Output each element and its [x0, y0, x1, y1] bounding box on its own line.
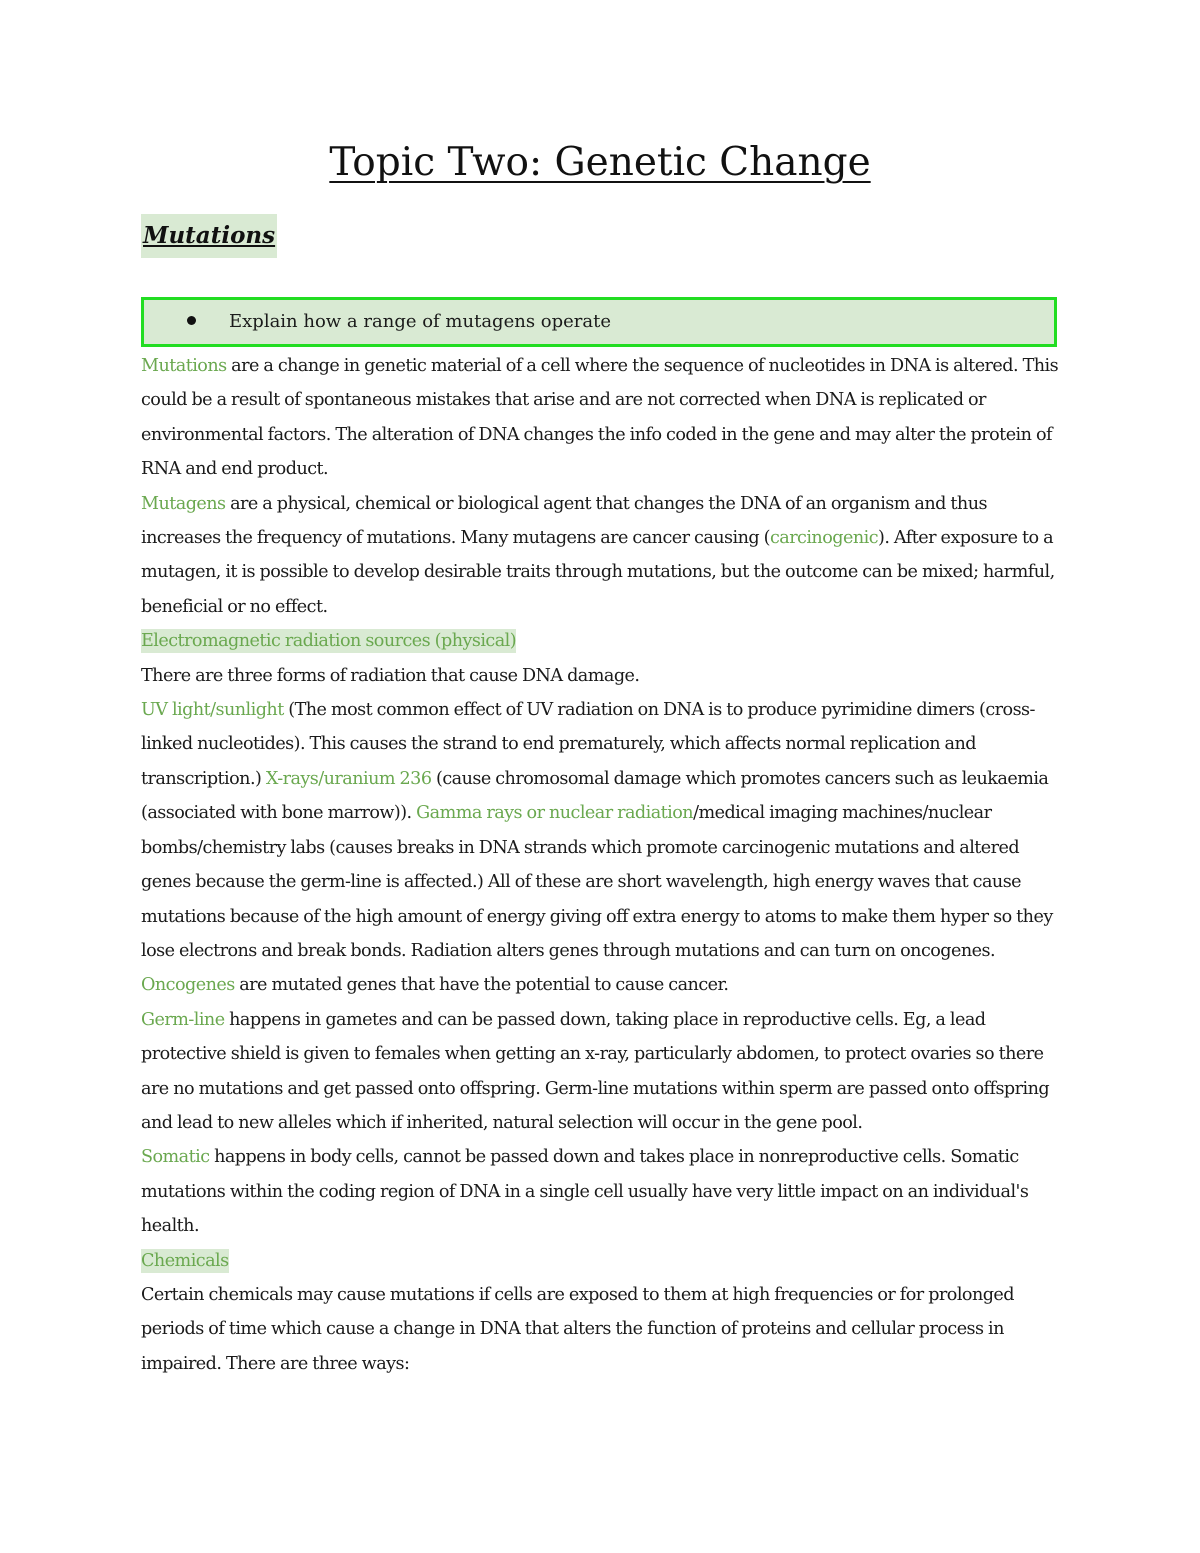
bullet-icon — [187, 316, 196, 325]
document-body — [141, 349, 1071, 1381]
objective-text: Explain how a range of mutagens operate — [229, 311, 612, 332]
paragraph-chemicals: Certain chemicals may cause mutations if cells are exposed to them at high frequencies or for prolonged periods of time which cause a change in DNA that alters the function of proteins and cellular process in impaired. There are three ways: — [141, 1284, 1015, 1374]
term-gamma-rays: Gamma rays or nuclear radiation — [416, 803, 694, 824]
term-mutations: Mutations — [141, 356, 227, 376]
paragraph-text: ). After exposure to a mutagen, it is possible to develop desirable traits through mutations, but the outcome can be mixed; harmful, beneficial or no effect. — [141, 528, 1055, 617]
paragraph-radiation — [141, 693, 1071, 968]
subheading-electromagnetic — [141, 624, 1071, 658]
paragraph-radiation-intro: There are three forms of radiation that cause DNA damage. — [141, 665, 640, 686]
term-mutagens: Mutagens — [141, 493, 226, 514]
subheading-chemicals — [141, 1244, 1071, 1278]
page-title: Topic Two: Genetic Change — [329, 140, 871, 185]
term-oncogenes: Oncogenes — [141, 975, 235, 996]
term-germ-line: Germ-line — [141, 1009, 225, 1030]
paragraph-somatic — [141, 1140, 1071, 1243]
paragraph-mutagens — [141, 487, 1071, 625]
paragraph-text: are mutated genes that have the potential to cause cancer. — [234, 975, 729, 996]
paragraph-germline — [141, 1003, 1071, 1141]
section-heading-mutations: Mutations — [141, 214, 277, 258]
objective-box — [141, 297, 1057, 347]
term-uv-light: UV light/sunlight — [141, 700, 284, 721]
paragraph-text: happens in gametes and can be passed down, taking place in reproductive cells. Eg, a lead protective shield is given to females when getting an x-ray, particularly abdomen, to protect ovaries so there are no mutations and get passed onto offspring. Germ-line mutations within sperm are passed onto offspring and lead to new alleles which if inherited, natural selection will occur in the gene pool. — [141, 1009, 1050, 1133]
paragraph-text: happens in body cells, cannot be passed down and takes place in nonreproductive cells. Somatic mutations within the coding region of DNA in a single cell usually have very little impact on an individual's health. — [141, 1147, 1029, 1237]
subheading-text: Chemicals — [141, 1250, 229, 1271]
term-carcinogenic: carcinogenic — [769, 528, 878, 549]
paragraph-text: are a change in genetic material of a cell where the sequence of nucleotides in DNA is altered. This could be a result of spontaneous mistakes that arise and are not corrected when DNA is replicated or environmental factors. The alteration of DNA changes the info coded in the gene and may alter the protein of RNA and end product. — [141, 356, 1059, 480]
paragraph-mutations — [141, 349, 1071, 487]
subheading-text: Electromagnetic radiation sources (physical) — [141, 631, 517, 652]
paragraph-text: (The most common effect of UV radiation on DNA is to produce pyrimidine dimers (cross-linked nucleotides). This causes the strand to end prematurely, which affects normal replication and transcription.) — [141, 700, 1035, 789]
term-x-rays: X-rays/uranium 236 — [265, 768, 432, 789]
paragraph-text: are a physical, chemical or biological agent that changes the DNA of an organism and thus increases the frequency of mutations. Many mutagens are cancer causing ( — [141, 493, 987, 549]
paragraph-oncogenes — [141, 968, 1071, 1002]
term-somatic: Somatic — [141, 1147, 210, 1168]
paragraph-text: (cause chromosomal damage which promotes cancers such as leukaemia (associated with bone marrow)). — [141, 768, 1049, 824]
paragraph-text: /medical imaging machines/nuclear bombs/chemistry labs (causes breaks in DNA strands which promote carcinogenic mutations and altered genes because the germ-line is affected.) All of these are short wavelength, high energy waves that cause mutations because of the high amount of energy giving off extra energy to atoms to make them hyper so they lose electrons and break bonds. Radiation alters genes through mutations and can turn on oncogenes. — [141, 803, 1053, 961]
